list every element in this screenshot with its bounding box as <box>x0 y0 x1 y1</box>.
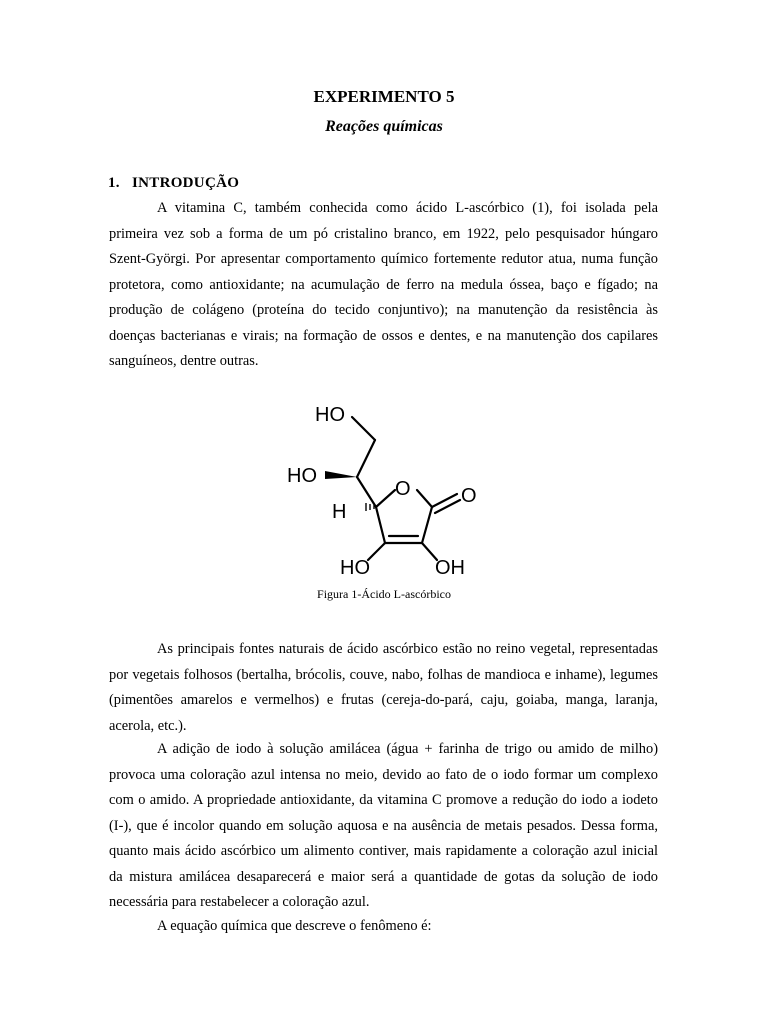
bond-carbonyl-1 <box>432 494 457 507</box>
bond-carbonyl-2 <box>435 500 460 513</box>
paragraph-iodine: A adição de iodo à solução amilácea (água + farinha de trigo ou amido de milho) provoca uma coloração azul intensa no meio, devido ao fato de o iodo formar um complexo com o amido. A propriedade antioxidante, da vitamina C promove a redução do iodo a iodeto (I-), que é incolor quando em solução aquosa e na ausência de metais pesados. Dessa forma, quanto mais ácido ascórbico um alimento contiver, mais rapidamente a coloração azul inicial da mistura amilácea desaparecerá e maior será a quantidade de gotas da solução de iodo necessária para restabelecer a coloração azul. <box>109 741 658 910</box>
section-heading <box>108 175 239 192</box>
section-number: 1. <box>108 175 120 191</box>
atom-h: H <box>332 501 347 523</box>
wedge-bond <box>325 471 357 479</box>
paragraph-equation-intro: A equação química que descreve o fenômeno é: <box>157 918 432 934</box>
ascorbic-acid-structure <box>285 397 485 582</box>
bond-c-c <box>422 507 432 543</box>
bond-c-ring2 <box>376 507 385 543</box>
atom-ho-top: HO <box>315 404 345 426</box>
document-title: EXPERIMENTO 5 <box>313 87 455 106</box>
atom-ho-bottom: HO <box>340 557 370 579</box>
section-title: INTRODUÇÃO <box>132 175 240 191</box>
bond-ho-bottom <box>368 543 385 560</box>
bond-ho-ch2 <box>352 417 375 440</box>
document-subtitle: Reações químicas <box>325 118 443 135</box>
bond-c-ring <box>357 477 376 507</box>
structure-svg <box>285 397 485 582</box>
bond-ch2-c <box>357 440 375 477</box>
atom-o-carbonyl: O <box>461 485 477 507</box>
hashed-bond <box>366 503 374 511</box>
atom-ho-mid: HO <box>287 465 317 487</box>
figure-caption: Figura 1-Ácido L-ascórbico <box>317 587 451 601</box>
atom-oh-bottom: OH <box>435 557 465 579</box>
atom-o-ring: O <box>395 478 411 500</box>
bond-ring-o <box>376 490 395 507</box>
bond-o-c <box>417 490 432 507</box>
paragraph-intro: A vitamina C, também conhecida como ácido L-ascórbico (1), foi isolada pela primeira vez sob a forma de um pó cristalino branco, em 1922, pelo pesquisador húngaro Szent-Györgi. Por apresentar comportamento químico fortemente redutor atua, numa função protetora, como antioxidante; na acumulação de ferro na medula óssea, baço e fígado; na produção de colágeno (proteína do tecido conjuntivo); na manutenção da resistência às doenças bacterianas e virais; na formação de ossos e dentes, e na manutenção dos capilares sanguíneos, dentre outras. <box>109 200 658 369</box>
paragraph-sources: As principais fontes naturais de ácido ascórbico estão no reino vegetal, representadas por vegetais folhosos (bertalha, brócolis, couve, nabo, folhas de mandioca e inhame), legumes (pimentões amarelos e vermelhos) e frutas (cereja-do-pará, caju, goiaba, manga, laranja, acerola, etc.). <box>109 641 658 734</box>
